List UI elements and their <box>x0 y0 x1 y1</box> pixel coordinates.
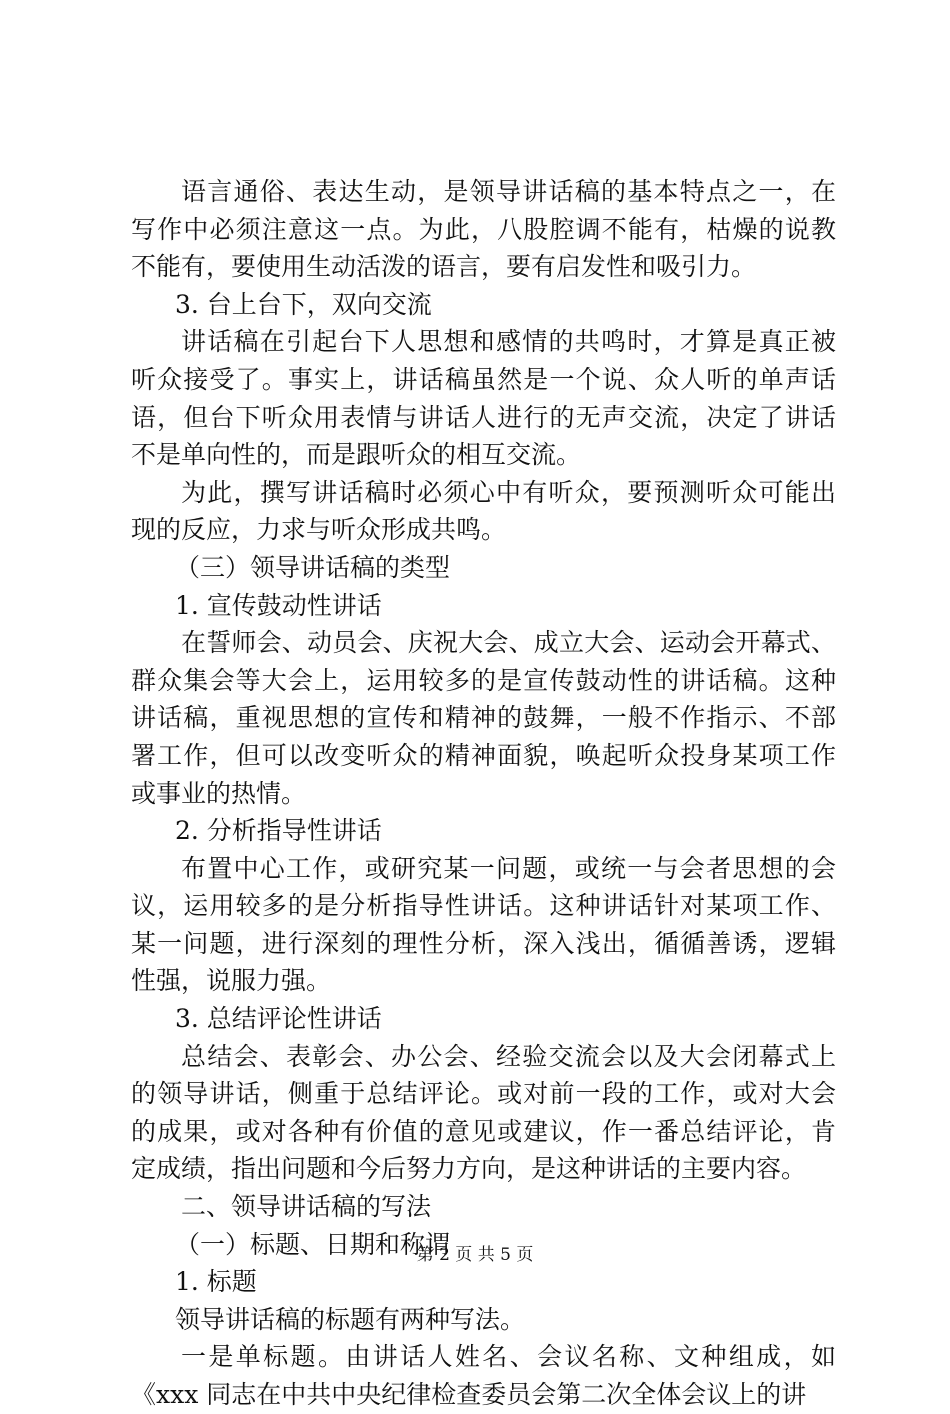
document-body <box>131 173 836 1414</box>
section-heading: 二、领导讲话稿的写法 <box>181 1192 432 1222</box>
paragraph-line: 听众接受了。事实上，讲话稿虽然是一个说、众人听的单声话 <box>131 364 836 394</box>
paragraph-line: 一是单标题。由讲话人姓名、会议名称、文种组成，如 <box>181 1342 836 1372</box>
paragraph-line: 定成绩，指出问题和今后努力方向，是这种讲话的主要内容。 <box>131 1154 807 1184</box>
page-footer <box>0 1244 950 1266</box>
paragraph-line: 群众集会等大会上，运用较多的是宣传鼓动性的讲话稿。这种 <box>131 665 836 695</box>
paragraph-line: 讲话稿，重视思想的宣传和精神的鼓舞，一般不作指示、不部 <box>131 703 836 733</box>
paragraph-line: 总结会、表彰会、办公会、经验交流会以及大会闭幕式上 <box>181 1041 836 1071</box>
paragraph-line: 为此，撰写讲话稿时必须心中有听众，要预测听众可能出 <box>181 477 836 507</box>
section-heading: 1. 宣传鼓动性讲话 <box>175 590 382 620</box>
section-heading: （一）标题、日期和称谓 <box>175 1229 451 1259</box>
page-number-label: 第 2 页 共 5 页 <box>416 1245 534 1265</box>
paragraph-line: 布置中心工作，或研究某一问题，或统一与会者思想的会 <box>181 853 836 883</box>
section-heading: 3. 总结评论性讲话 <box>175 1004 382 1034</box>
paragraph-line: 《xxx 同志在中共中央纪律检查委员会第二次全体会议上的讲 <box>131 1380 807 1409</box>
paragraph-line: 讲话稿在引起台下人思想和感情的共鸣时，才算是真正被 <box>181 327 836 357</box>
section-heading: （三）领导讲话稿的类型 <box>175 552 451 582</box>
section-heading: 1. 标题 <box>175 1267 257 1297</box>
paragraph-line: 或事业的热情。 <box>131 778 307 808</box>
paragraph-line: 在誓师会、动员会、庆祝大会、成立大会、运动会开幕式、 <box>181 628 836 658</box>
paragraph-line: 不能有，要使用生动活泼的语言，要有启发性和吸引力。 <box>131 252 757 282</box>
paragraph-line: 的领导讲话，侧重于总结评论。或对前一段的工作，或对大会 <box>131 1079 836 1109</box>
paragraph-line: 不是单向性的，而是跟听众的相互交流。 <box>131 440 582 470</box>
paragraph-line: 署工作，但可以改变听众的精神面貌，唤起听众投身某项工作 <box>131 740 836 770</box>
paragraph-line: 议，运用较多的是分析指导性讲话。这种讲话针对某项工作、 <box>131 891 836 921</box>
paragraph-line: 的成果，或对各种有价值的意见或建议，作一番总结评论，肯 <box>131 1116 836 1146</box>
section-heading: 2. 分析指导性讲话 <box>175 816 382 846</box>
paragraph-line: 现的反应，力求与听众形成共鸣。 <box>131 515 507 545</box>
paragraph-line: 写作中必须注意这一点。为此，八股腔调不能有，枯燥的说教 <box>131 214 836 244</box>
paragraph-line: 性强，说服力强。 <box>131 966 332 996</box>
paragraph-line: 领导讲话稿的标题有两种写法。 <box>175 1304 526 1334</box>
paragraph-line: 语言通俗、表达生动，是领导讲话稿的基本特点之一，在 <box>181 177 836 206</box>
paragraph-line: 语，但台下听众用表情与讲话人进行的无声交流，决定了讲话 <box>131 402 836 432</box>
paragraph-line: 某一问题，进行深刻的理性分析，深入浅出，循循善诱，逻辑 <box>131 928 836 958</box>
section-heading: 3. 台上台下，双向交流 <box>175 289 432 319</box>
